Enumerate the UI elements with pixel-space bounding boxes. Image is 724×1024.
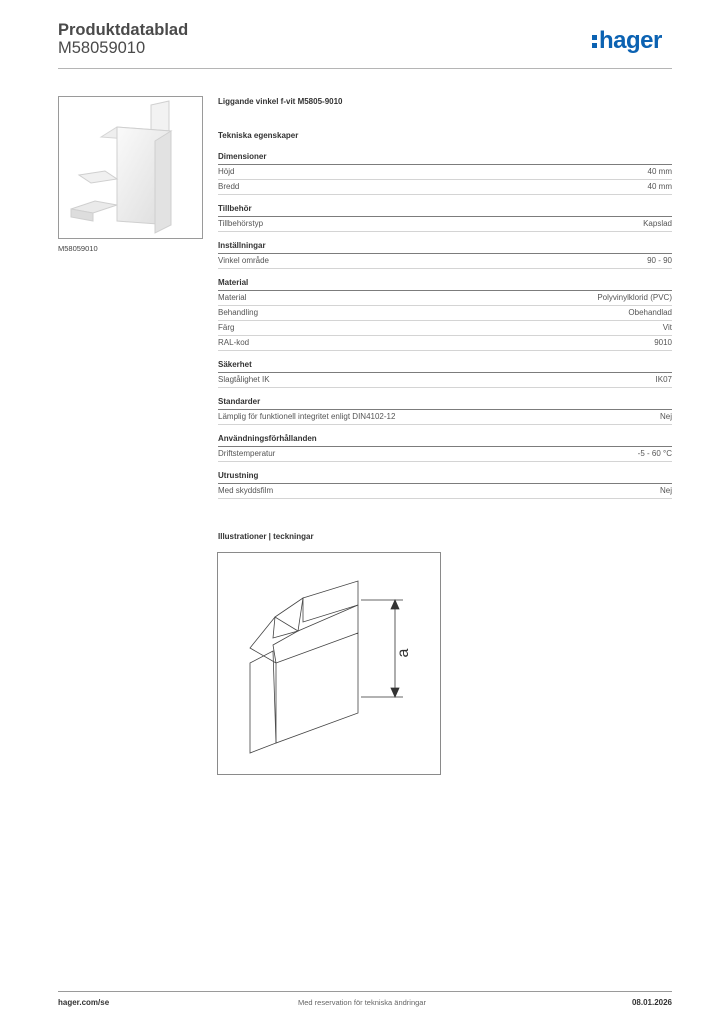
spec-value: Nej: [659, 486, 672, 495]
spec-group-heading: Dimensioner: [218, 150, 672, 165]
spec-row: [218, 336, 672, 351]
spec-label: Lämplig för funktionell integritet enligt DIN4102-12: [218, 412, 396, 421]
spec-label: Med skyddsfilm: [218, 486, 274, 495]
spec-label: Tillbehörstyp: [218, 219, 264, 228]
photo-caption: M58059010: [58, 244, 98, 253]
spec-label: RAL-kod: [218, 338, 250, 347]
spec-row: [218, 217, 672, 232]
spec-row: [218, 306, 672, 321]
hager-logo: [592, 27, 662, 55]
spec-value: Obehandlad: [628, 308, 672, 317]
corner-fitting-photo-icon: [59, 97, 202, 238]
document-title: Produktdatablad: [58, 21, 189, 39]
spec-group-material: [218, 276, 672, 351]
spec-label: Driftstemperatur: [218, 449, 276, 458]
spec-label: Färg: [218, 323, 235, 332]
spec-value: 40 mm: [647, 182, 672, 191]
technical-specs-heading: Tekniska egenskaper: [218, 131, 299, 140]
spec-row: [218, 373, 672, 388]
spec-group-sakerhet: [218, 358, 672, 388]
spec-value: 90 - 90: [647, 256, 672, 265]
spec-group-heading: Tillbehör: [218, 202, 672, 217]
spec-row: [218, 254, 672, 269]
spec-label: Behandling: [218, 308, 259, 317]
spec-row: [218, 484, 672, 499]
footer-divider: [58, 991, 672, 992]
spec-value: Polyvinylklorid (PVC): [597, 293, 672, 302]
spec-label: Material: [218, 293, 247, 302]
footer-date: 08.01.2026: [631, 998, 672, 1007]
header-divider: [58, 68, 672, 69]
spec-group-heading: Standarder: [218, 395, 672, 410]
footer-website-link[interactable]: hager.com/se: [58, 998, 110, 1007]
spec-label: Höjd: [218, 167, 235, 176]
spec-group-standarder: [218, 395, 672, 425]
document-product-code: M58059010: [58, 39, 146, 57]
spec-value: -5 - 60 °C: [637, 449, 672, 458]
logo-text: hager: [599, 27, 662, 54]
spec-value: IK07: [655, 375, 672, 384]
spec-group-tillbehor: [218, 202, 672, 232]
spec-group-heading: Inställningar: [218, 239, 672, 254]
spec-group-heading: Säkerhet: [218, 358, 672, 373]
product-title: Liggande vinkel f-vit M5805-9010: [218, 97, 343, 106]
spec-group-dimensioner: [218, 150, 672, 195]
spec-group-heading: Användningsförhållanden: [218, 432, 672, 447]
spec-row: [218, 180, 672, 195]
spec-label: Bredd: [218, 182, 240, 191]
footer-disclaimer: Med reservation för tekniska ändringar: [298, 998, 426, 1007]
spec-table: [218, 150, 672, 506]
spec-value: Vit: [662, 323, 672, 332]
illustrations-heading: Illustrationer | teckningar: [218, 532, 314, 541]
technical-drawing: [217, 552, 441, 775]
spec-group-heading: Utrustning: [218, 469, 672, 484]
spec-group-heading: Material: [218, 276, 672, 291]
spec-value: 9010: [654, 338, 672, 347]
spec-value: Kapslad: [643, 219, 672, 228]
spec-label: Vinkel område: [218, 256, 269, 265]
dimension-label: a: [395, 648, 412, 658]
spec-row: [218, 447, 672, 462]
spec-group-utrustning: [218, 469, 672, 499]
spec-value: 40 mm: [647, 167, 672, 176]
spec-group-installningar: [218, 239, 672, 269]
spec-value: Nej: [659, 412, 672, 421]
spec-row: [218, 321, 672, 336]
product-photo: [58, 96, 203, 239]
spec-row: [218, 165, 672, 180]
spec-row: [218, 410, 672, 425]
logo-dots-icon: [592, 32, 598, 48]
spec-group-anvandningsforhallanden: [218, 432, 672, 462]
corner-fitting-drawing-icon: [218, 553, 440, 774]
spec-label: Slagtålighet IK: [218, 375, 270, 384]
spec-row: [218, 291, 672, 306]
